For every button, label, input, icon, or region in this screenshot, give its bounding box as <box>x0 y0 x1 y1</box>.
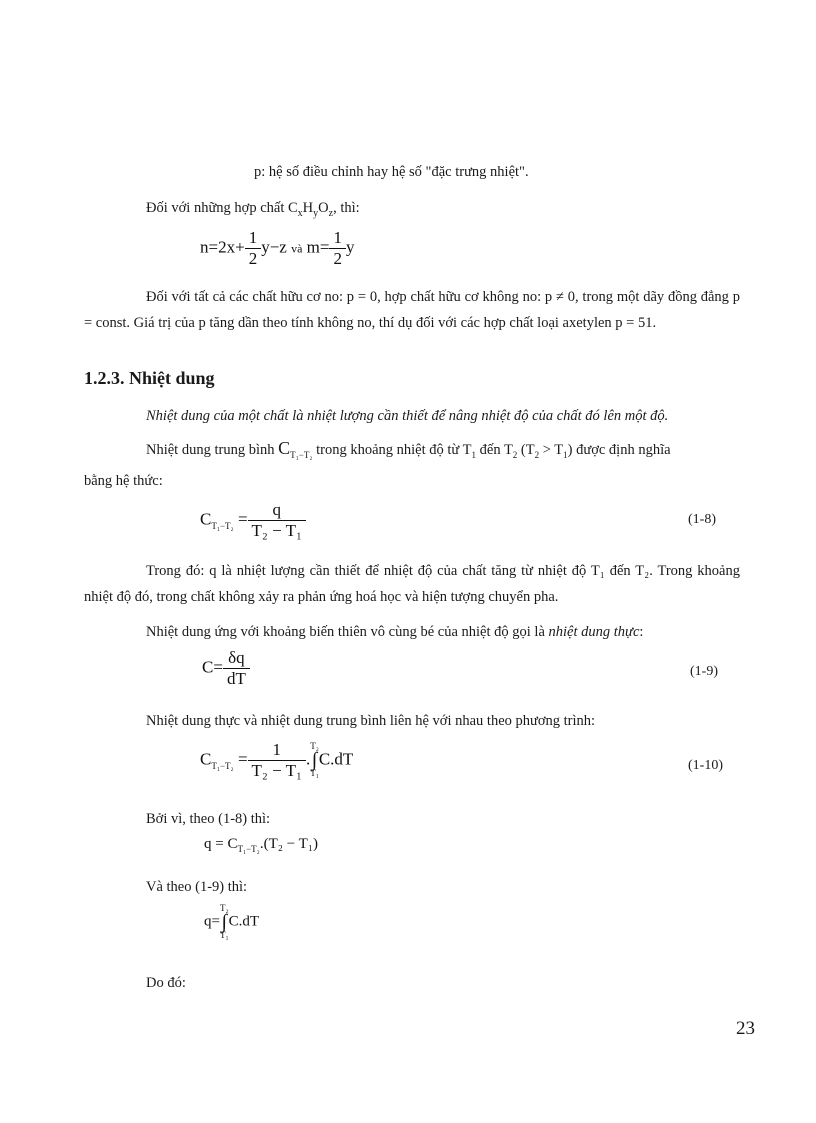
relation-line: Nhiệt dung thực và nhiệt dung trung bình liên hệ với nhau theo phương trình: <box>146 713 596 729</box>
equation-n-m: n=2x+ $\frac{1}{2}$ y−z và m= $\frac{1}{2}$ y <box>200 228 355 268</box>
equation-number-1-9: (1-9) <box>690 664 718 679</box>
and-by-line: Và theo (1-9) thì: <box>146 879 248 895</box>
equation-q-integral: q= T₂ ∫ T₁ C.dT <box>204 903 260 940</box>
therefore-line: Do đó: <box>146 975 186 991</box>
equation-1-9: C= $\frac{\delta q}{dT}$ <box>202 648 250 689</box>
mean-definition-continued: bằng hệ thức: <box>84 473 163 489</box>
equation-number-1-10: (1-10) <box>688 758 723 773</box>
equation-1-8: $C_{T_1-T_2}$ = $\frac{q}{\text{T₂ − T₁}}$ <box>200 500 306 541</box>
equation-q-mean: $q = C_{T_1-T_2}.(T_2 - T_1)$ <box>204 836 319 854</box>
where-paragraph: Trong đó: q là nhiệt lượng cần thiết để nhiệt độ của chất tăng từ nhiệt độ T₁ đến T₂. Trong khoảng nhiệt độ đó, trong chất không xảy ra phản ứng hoá học và hiện tượng chuyển pha. <box>84 563 740 605</box>
mean-heat-capacity-definition: Nhiệt dung trung bình $C_{T_1-T_2}$ trong khoảng nhiệt độ từ $T_1$ đến $T_2$ $(T_2 > T_1)$ được định nghĩa <box>146 438 671 460</box>
compound-intro: Đối với những hợp chất $C_xH_yO_z$, thì: <box>146 200 360 219</box>
equation-number-1-8: (1-8) <box>688 512 716 527</box>
because-line: Bởi vì, theo (1-8) thì: <box>146 811 271 827</box>
true-heat-capacity-line: Nhiệt dung ứng với khoảng biến thiên vô cùng bé của nhiệt độ gọi là nhiệt dung thực: <box>146 624 644 640</box>
section-heading: 1.2.3. Nhiệt dung <box>84 368 215 388</box>
equation-1-10: $C_{T_1-T_2}$ = $\frac{1}{\text{T₂ − T₁}}$ . T₂ ∫ T₁ C.dT <box>200 740 354 780</box>
organic-compounds-paragraph: Đối với tất cả các chất hữu cơ no: p = 0, hợp chất hữu cơ không no: p ≠ 0, trong một dãy đồng đẳng p = const. Giá trị của p tăng dần theo tính không no, thí dụ đối với các hợp chất loại axetylen p = 51. <box>84 289 740 331</box>
page-number: 23 <box>736 1018 755 1039</box>
heat-capacity-definition: Nhiệt dung của một chất là nhiệt lượng cần thiết để nâng nhiệt độ của chất đó lên một độ. <box>146 408 669 424</box>
p-definition: p: hệ số điều chỉnh hay hệ số "đặc trưng nhiệt". <box>254 164 529 180</box>
